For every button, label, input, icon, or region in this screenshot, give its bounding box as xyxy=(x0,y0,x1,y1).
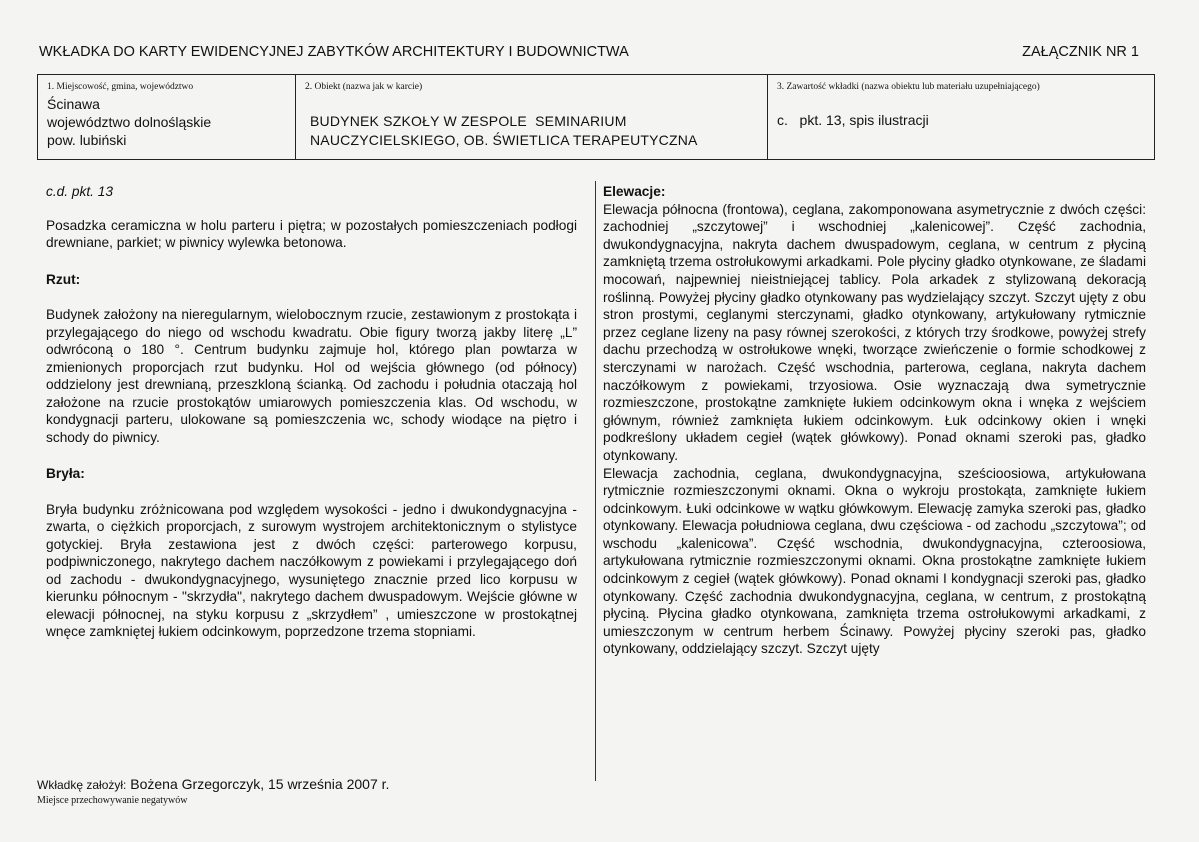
object-value xyxy=(310,112,698,149)
plan-paragraph: Budynek założony na nieregularnym, wielobocznym rzucie, zestawionym z prostokąta i przylegającego do niego od wschodu kwadratu. Obie figury tworzą jakby literę „L” odwróconą o 180 °. Centrum budynku zajmuje hol, którego plan powtarza w zmienionych proporcjach rzut budynku. Hol od wejścia głównego (od północy) oddzielony jest drewnianą, przeszkloną ścianką. Od zachodu i południa otaczają hol założone na rzucie prostokątów umiarowych pomieszczenia klas. Od wschodu, w kondygnacji parteru, ulokowane są pomieszczenia wc, schody wiodące na piętro i schody do piwnicy. xyxy=(46,307,577,445)
locality-line: województwo dolnośląskie xyxy=(47,114,212,130)
west-south-elevation-paragraph: Elewacja zachodnia, ceglana, dwukondygnacyjna, sześcioosiowa, artykułowana rytmicznie rozmieszczonymi oknami. Okna o wykroju prostokąta, zamknięte łukiem odcinkowym. Łuki odcinkowe w wątku główkowym. Elewację zamyka szeroki pas, gładko otynkowany. Elewacja południowa ceglana, dwu częściowa - od zachodu „szczytowa”; od wschodu „kalenicowa”. Część wschodnia, dwukondygnacyjna, czteroosiowa, artykułowana rytmicznie rozmieszczonymi oknami. Okna prostokątne zamknięte łukiem odcinkowym z cegieł (wątek główkowy). Ponad oknami I kondygnacji szeroki pas, gładko otynkowany. Część zachodnia dwukondygnacyjna, ceglana, w centrum, z prostokątną płyciną. Płycina gładko otynkowana, zamknięta trzema ostrołukowymi arkadkami, z umieszczonym w centrum herbem Ścinawy. Powyżej płyciny szeroki pas, gładko otynkowany, oddzielający szczyt. Szczyt ujęty xyxy=(603,465,1146,657)
plan-heading: Rzut: xyxy=(46,271,81,287)
object-line: BUDYNEK SZKOŁY W ZESPOLE SEMINARIUM xyxy=(310,113,627,129)
annex-label: ZAŁĄCZNIK NR 1 xyxy=(1022,44,1139,60)
negatives-storage-label: Miejsce przechowywanie negatywów xyxy=(37,795,188,806)
prepared-by xyxy=(37,776,389,792)
document-title: WKŁADKA DO KARTY EWIDENCYJNEJ ZABYTKÓW ARCHITEKTURY I BUDOWNICTWA xyxy=(39,44,629,60)
locality-line: pow. lubiński xyxy=(47,132,127,148)
object-line: NAUCZYCIELSKIEGO, OB. ŚWIETLICA TERAPEUTYCZNA xyxy=(310,131,698,148)
north-elevation-paragraph: Elewacja północna (frontowa), ceglana, zakomponowana asymetrycznie z dwóch części: zachodniej „szczytowej” i wschodniej „kalenicowej”. Część zachodnia, dwukondygnacyjna, nakryta dachem dwuspadowym, ceglana, w centrum z płyciną zamkniętą trzema ostrołukowymi arkadkami. Pole płyciny gładko otynkowane, ze śladami mocowań, najpewniej nieistniejącej tablicy. Pola arkadek z stylizowaną dekoracją roślinną. Powyżej płyciny gładko otynkowany pas wydzielający szczyt. Szczyt ujęty z obu stron prostymi, ceglanymi sterczynami, gładko otynkowany, artykułowany rytmicznie przez ceglane lizeny na pasy równej szerokości, z których trzy środkowe, powyżej strefy dachu przechodzą w ostrołukowe wnęki, tworzące zwieńczenie o formie schodkowej z sterczynami w narożach. Część wschodnia, parterowa, ceglana, nakryta dachem naczółkowym z powiekami, trzyosiowa. Osie wyznaczają dwa symetrycznie rozmieszczone, prostokątne zamknięte łukiem odcinkowym okna i wnęka z wejściem głównym, również zamknięta łukiem odcinkowym. Łuk odcinkowy okien i wnęki podkreślony układem cegieł (wątek główkowy). Ponad oknami szeroki pas, gładko otynkowany. xyxy=(603,201,1146,463)
locality-line: Ścinawa xyxy=(47,96,100,112)
floor-paragraph: Posadzka ceramiczna w holu parteru i piętra; w pozostałych pomieszczeniach podłogi drewniane, parkiet; w piwnicy wylewka betonowa. xyxy=(46,217,577,250)
right-column xyxy=(603,183,1146,658)
content-box xyxy=(767,74,1155,160)
locality-value xyxy=(47,95,211,149)
column-divider xyxy=(595,181,596,781)
object-caption: 2. Obiekt (nazwa jak w karcie) xyxy=(305,82,423,92)
prepared-by-value: Bożena Grzegorczyk, 15 września 2007 r. xyxy=(130,776,390,792)
elevations-heading: Elewacje: xyxy=(603,184,666,199)
mass-heading: Bryła: xyxy=(46,466,85,481)
object-box xyxy=(295,74,768,160)
content-value: c. pkt. 13, spis ilustracji xyxy=(777,112,929,128)
mass-paragraph: Bryła budynku zróżnicowana pod względem wysokości - jedno i dwukondygnacyjna - zwarta, o ciężkich proporcjach, z surowym wystrojem architektonicznym o stylistyce gotyckiej. Bryła zestawiona jest z dwóch części: parterowego korpusu, podpiwniczonego, nakrytego dachem naczółkowym z powiekami i przylegającego doń od zachodu - dwukondygnacyjnego, wysuniętego znacznie przed lico korpusu w kierunku północnym - "skrzydła", nakrytego dachem dwuspadowym. Wejście główne w elewacji północnej, na styku korpusu z „skrzydłem” , umieszczone w prostokątnej wnęce zamkniętej łukiem odcinkowym, poprzedzone trzema stopniami. xyxy=(46,501,577,639)
left-column xyxy=(46,183,577,641)
locality-caption: 1. Miejscowość, gmina, województwo xyxy=(47,82,194,92)
content-caption: 3. Zawartość wkładki (nazwa obiektu lub materiału uzupełniającego) xyxy=(777,82,1040,92)
continuation-label: c.d. pkt. 13 xyxy=(46,184,113,199)
prepared-by-label: Wkładkę założył: xyxy=(37,778,127,792)
locality-box xyxy=(37,74,296,160)
